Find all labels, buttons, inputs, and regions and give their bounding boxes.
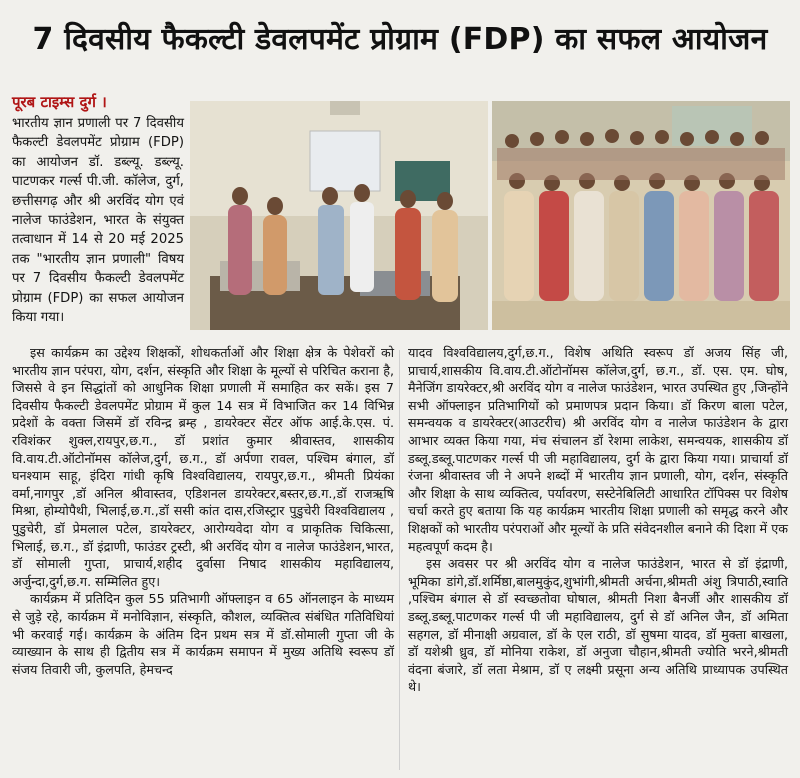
article-paragraph: इस कार्यक्रम का उद्देश्य शिक्षकों, शोधकर्ताओं और शिक्षा क्षेत्र के पेशेवरों को भारतीय ज्ञान परंपरा, योग, दर्शन, संस्कृति और शिक्षा के मूल्यों से परिचित कराना है, जिससे वे इन सिद्धांतों को आधुनिक शिक्षा प्रणाली में समाहित कर सकें। इस 7 दिवसीय फैकल्टी डेवलपमेंट प्रोग्राम में कुल 14 सत्र में विभाजित कर 14 विभिन्न प्रदेशों के वक्ता जिसमें डॉ रविन्द्र ब्रम्ह , डायरेक्टर सेंटर ऑफ आई.के.एस. पं. रविशंकर शुक्ल,रायपुर,छ.ग., डॉ प्रशांत कुमार श्रीवास्तव, शासकीय वि.वाय.टी.ऑटोनॉमस कॉलेज,दुर्ग, छ.ग., डॉ अर्पणा रावल, पश्चिम बंगाल, डॉ घनश्याम साहू, इंदिरा गांधी कृषि विश्वविद्यालय, रायपुर,छ.ग., श्रीमती प्रियंका वर्मा,नागपुर ,डॉ अनिल श्रीवास्तव, एडिशनल डायरेक्टर,बस्तर,छ.ग.,डॉ राजऋषि मिश्रा, होम्योपैथी, भिलाई,छ.ग.,डॉ ससी कांत दास,रजिस्ट्रार पुडुचेरी विश्वविद्यालय , पुडुचेरी, डॉ प्रेमलाल पटेल, डायरेक्टर, आरोग्यवेदा योग व प्राकृतिक चिकित्सा, भिलाई, छ.ग., डॉ इंद्राणी, फाउंडर ट्रस्टी, श्री अरविंद योग व नालेज फाउंडेशन,भारत, डॉ सोमाली गुप्ता, प्राचार्य,शहीद दुर्वासा निषाद शासकीय महाविद्यालय, अर्जुन्दा,दुर्ग,छ.ग. सम्मिलित हुए। [12, 345, 394, 589]
article-paragraph: यादव विश्वविद्यालय,दुर्ग,छ.ग., विशेष अथिति स्वरूप डॉ अजय सिंह जी, प्राचार्य,शासकीय वि.वाय.टी.ऑटोनॉमस कॉलेज,दुर्ग, छ.ग., डॉ. एस. एम. घोष, मैनेजिंग डायरेक्टर,श्री अरविंद योग व नालेज फाउंडेशन, भारत उपस्थित हुए ,जिन्होंने सभी ऑफ्लाइन प्रतिभागियों को प्रमाणपत्र प्रदान किया। डॉ किरण बाला पटेल, समन्वयक व डायरेक्टर(आउटरीच) श्री अरविंद योग व नालेज फाउंडेशन के द्वारा आभार व्यक्त किया गया, मंच संचालन डॉ रेशमा लाकेश, समन्वयक, शासकीय डॉ डब्लू.डब्लू.पाटणकर गर्ल्स पी जी महाविद्यालय, दुर्ग के द्वारा किया गया। प्राचार्या डॉ रंजना श्रीवास्तव जी ने अपने शब्दों में भारतीय ज्ञान प्रणाली, योग, दर्शन, संस्कृति और शिक्षा के साथ व्यक्तित्व, पर्यावरण, सस्टेनेबिलिटी आधारित टॉपिक्स पर विशेष चर्चा करते हुए बताया कि यह कार्यक्रम भारतीय शिक्षा प्रणाली को समृद्ध करने और शिक्षकों को भारतीय परंपराओं और मूल्यों के प्रति संवेदनशील बनाने की दिशा में एक महत्वपूर्ण कदम है। [408, 345, 788, 554]
event-photo-stage [190, 101, 488, 330]
intro-paragraph [12, 114, 184, 327]
byline: पूरब टाइम्स दुर्ग । [12, 93, 107, 111]
article-paragraph: इस अवसर पर श्री अरविंद योग व नालेज फाउंडेशन, भारत से डॉ इंद्राणी, भूमिका डांगे,डॉ.शर्मिष्ठा,बालमुकुंद,शुभांगी,श्रीमती अर्चना,श्रीमती अंशु त्रिपाठी,स्वाति ,पश्चिम बंगाल से डॉ स्वच्छतोवा घोषाल, श्रीमती निशा बैनर्जी और शासकीय डॉ डब्लू.डब्लू.पाटणकर गर्ल्स पी जी महाविद्यालय, दुर्ग से डॉ अनिल जैन, डॉ अमिता सहगल, डॉ मीनाक्षी अग्रवाल, डॉ के एल राठी, डॉ सुषमा यादव, डॉ मुक्ता बाखला, डॉ यशेश्री ध्रुव, डॉ मोनिया राकेश, डॉ अनुजा चौहान,श्रीमती ज्योति भरने,श्रीमती वंदना बंजारे, डॉ लता मेश्राम, डॉ ए लक्ष्मी प्रसूना अन्य अतिथि प्राध्यापक उपस्थित थे। [408, 556, 788, 695]
article-body-left [12, 344, 394, 678]
headline: 7 दिवसीय फैकल्टी डेवलपमेंट प्रोग्राम (FDP) का सफल आयोजन [32, 22, 768, 57]
article-paragraph: कार्यक्रम में प्रतिदिन कुल 55 प्रतिभागी ऑफ्लाइन व 65 ऑनलाइन के माध्यम से जुड़े रहे, कार्यक्रम में मनोविज्ञान, संस्कृति, कौशल, व्यक्तित्व संबंधित गतिविधियां भी करवाई गई। कार्यक्रम के अंतिम दिन प्रथम सत्र में डॉ.सोमाली गुप्ता जी के व्याख्यान के साथ ही द्वितीय सत्र में कार्यक्रम समापन में मुख्य अतिथि स्वरूप डॉ संजय तिवारी जी, कुलपति, हेमचन्द [12, 591, 394, 677]
intro-text: भारतीय ज्ञान प्रणाली पर 7 दिवसीय फैकल्टी डेवलपमेंट प्रोग्राम (FDP) का आयोजन डॉ. डब्ल्यू. डब्ल्यू. पाटणकर गर्ल्स पी.जी. कॉलेज, दुर्ग, छत्तीसगढ़ और श्री अरविंद योग एवं नालेज फाउंडेशन, भारत के संयुक्त तत्वाधान में 14 से 20 मई 2025 तक "भारतीय ज्ञान प्रणाली" विषय पर 7 दिवसीय फैकल्टी डेवलपमेंट प्रोग्राम (FDP) का सफल आयोजन किया गया। [12, 116, 184, 326]
article-body-right [408, 344, 788, 696]
event-photo-group [492, 101, 790, 330]
column-divider [399, 350, 400, 770]
